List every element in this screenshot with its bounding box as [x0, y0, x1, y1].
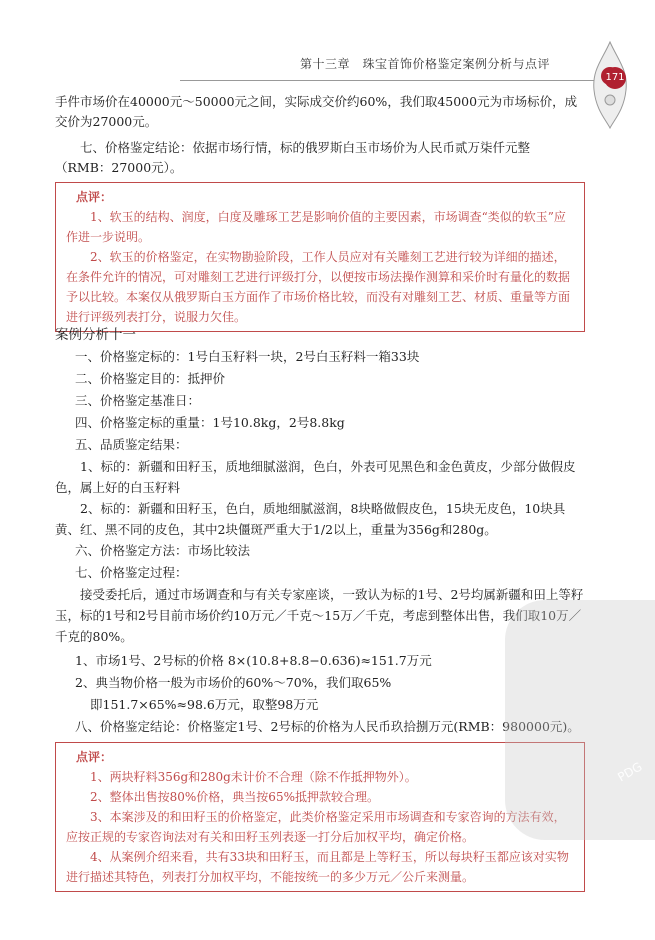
calc-1: 1、市场1号、2号标的价格 8×(10.8+8.8−0.636)≈151.7万元 — [75, 653, 432, 668]
comment-title: 点评： — [76, 190, 113, 204]
comment-point: 1、两块籽料356g和280g未计价不合理（除不作抵押物外）。 — [90, 770, 417, 784]
comment-title: 点评： — [76, 750, 113, 764]
comment-box-1 — [55, 182, 585, 332]
calc-3: 即151.7×65%≈98.6万元，取整98万元 — [90, 697, 319, 712]
item-5: 五、品质鉴定结果： — [75, 437, 188, 452]
conclusion-previous: 七、价格鉴定结论：依据市场行情，标的俄罗斯白玉市场价为人民币贰万柒仟元整（RMB：27000元）。 — [55, 140, 531, 175]
watermark-text: PDG — [615, 759, 645, 785]
item-3: 三、价格鉴定基准日： — [75, 393, 201, 408]
top-paragraph: 手件市场价在40000元～50000元之间，实际成交价约60%，我们取45000元为市场标价，成交价为27000元。 — [55, 94, 578, 129]
comment-point: 2、软玉的价格鉴定，在实物勘验阶段，工作人员应对有关雕刻工艺进行较为详细的描述，在条件允许的情况，可对雕刻工艺进行评级打分，以便按市场法操作测算和采价时有量化的数据予以比较。本案仅从俄罗斯白玉方面作了市场价格比较，而没有对雕刻工艺、材质、重量等方面进行评级列表打分，说服力欠佳。 — [66, 250, 571, 324]
comment-point: 1、软玉的结构、润度，白度及雕琢工艺是影响价值的主要因素，市场调查“类似的软玉”应作进一步说明。 — [66, 210, 566, 244]
item-1: 一、价格鉴定标的：1号白玉籽料一块，2号白玉籽料一箱33块 — [75, 349, 420, 364]
item-4: 四、价格鉴定标的重量：1号10.8kg，2号8.8kg — [75, 415, 345, 430]
header-divider — [180, 80, 615, 81]
quality-2: 2、标的：新疆和田籽玉，色白，质地细腻滋润，8块略做假皮色，15块无皮色，10块具黄、红、黑不同的皮色，其中2块僵斑严重大于1/2以上，重量为356g和280g。 — [55, 501, 566, 537]
page-number: 171 — [604, 67, 626, 89]
quality-1: 1、标的：新疆和田籽玉，质地细腻滋润，色白，外表可见黑色和金色黄皮，少部分做假皮色，属上好的白玉籽料 — [55, 459, 576, 495]
comment-point: 4、从案例介绍来看，共有33块和田籽玉，而且都是上等籽玉，所以每块籽玉都应该对实物进行描述其特色，列表打分加权平均，不能按统一的多少万元／公斤来测量。 — [66, 850, 569, 884]
comment-point: 2、整体出售按80%价格，典当按65%抵押款较合理。 — [90, 790, 379, 804]
item-2: 二、价格鉴定目的：抵押价 — [75, 371, 226, 386]
comment-point: 3、本案涉及的和田籽玉的价格鉴定，此类价格鉴定采用市场调查和专家咨询的方法有效，应按正规的专家咨询法对有关和田籽玉列表逐一打分后加权平均，确定价格。 — [66, 810, 566, 844]
watermark-seal — [505, 600, 655, 840]
process-text: 接受委托后，通过市场调查和与有关专家座谈，一致认为标的1号、2号均属新疆和田上等籽玉，标的1号和2号目前市场价约10万元／千克～15万／千克，考虑到整体出售，我们取10万／千克的80%。 — [55, 587, 584, 644]
item-7: 七、价格鉴定过程： — [75, 565, 188, 580]
item-8: 八、价格鉴定结论：价格鉴定1号、2号标的价格为人民币玖拾捌万元(RMB：980000元)。 — [75, 719, 580, 734]
chapter-header: 第十三章 珠宝首饰价格鉴定案例分析与点评 — [300, 57, 551, 71]
calc-2: 2、典当物价格一般为市场价的60%～70%，我们取65% — [75, 675, 392, 690]
case-title: 案例分析十一 — [55, 327, 136, 343]
item-6: 六、价格鉴定方法：市场比较法 — [75, 543, 251, 558]
